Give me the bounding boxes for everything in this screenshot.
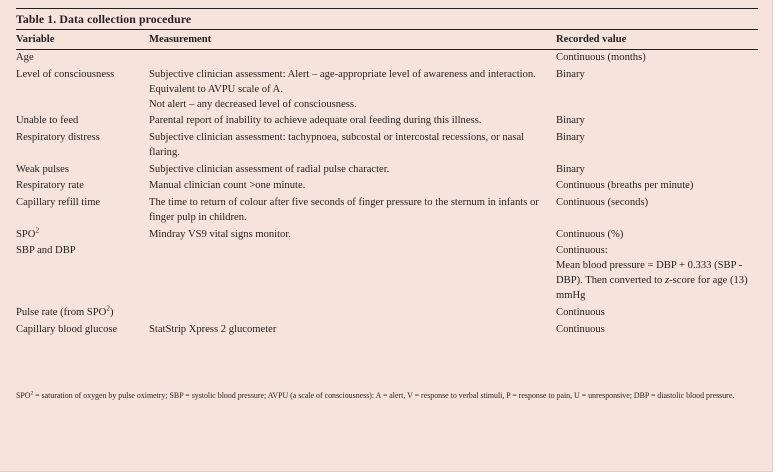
table-row	[16, 304, 759, 321]
table-inner	[16, 8, 758, 337]
table-row	[16, 177, 759, 194]
column-header-measurement: Measurement	[149, 34, 212, 45]
cell-measurement	[149, 242, 556, 304]
cell-variable: Pulse rate (from SPO$^2$)	[16, 304, 114, 318]
table-row	[16, 112, 759, 129]
table-row	[16, 193, 759, 225]
data-table-body	[16, 50, 759, 337]
cell-measurement: Mindray VS9 vital signs monitor.	[149, 228, 291, 240]
cell-measurement: The time to return of colour after five seconds of finger pressure to the sternum in infants or finger pulp in children.	[149, 196, 539, 223]
cell-measurement: Parental report of inability to achieve adequate oral feeding during this illness.	[149, 115, 482, 127]
cell-recorded-value: Continuous (months)	[556, 52, 646, 63]
cell-recorded-value: Continuous (seconds)	[556, 196, 649, 208]
cell-variable: Respiratory rate	[16, 180, 84, 192]
cell-variable: Level of consciousness	[16, 68, 115, 80]
table-row	[16, 320, 759, 337]
column-header-variable: Variable	[16, 34, 55, 45]
table-row	[16, 50, 759, 65]
cell-recorded-value: Binary	[556, 131, 585, 143]
cell-measurement: Subjective clinician assessment: tachypnoea, subcostal or intercostal recessions, or nasal flaring.	[149, 131, 525, 159]
header-row	[16, 30, 759, 49]
cell-recorded-value: Binary	[556, 163, 585, 175]
cell-measurement: StatStrip Xpress 2 glucometer	[149, 323, 277, 335]
cell-variable: Capillary refill time	[16, 196, 101, 208]
cell-recorded-value: Continuous	[556, 307, 605, 318]
cell-variable: Unable to feed	[16, 115, 79, 127]
cell-variable: Respiratory distress	[16, 131, 100, 143]
cell-variable: SBP and DBP	[16, 245, 76, 257]
cell-measurement: Subjective clinician assessment of radial pulse character.	[149, 163, 390, 175]
cell-variable: SPO$^2$	[16, 226, 40, 240]
cell-measurement: Manual clinician count >one minute.	[149, 180, 306, 192]
cell-recorded-value: Continuous	[556, 323, 605, 335]
cell-recorded-value: Continuous: Mean blood pressure = DBP + 0.333 (SBP - DBP). Then converted to z-score for age (13) mmHg	[556, 245, 748, 302]
cell-measurement	[149, 50, 556, 65]
cell-recorded-value: Binary	[556, 115, 585, 127]
cell-variable: Age	[16, 52, 34, 63]
table-row	[16, 65, 759, 112]
column-header-recorded-value: Recorded value	[556, 34, 627, 45]
cell-recorded-value: Continuous (%)	[556, 228, 624, 240]
table-row	[16, 242, 759, 304]
table-caption: Table 1. Data collection procedure	[16, 12, 192, 26]
cell-variable: Capillary blood glucose	[16, 323, 118, 335]
cell-variable: Weak pulses	[16, 163, 69, 175]
table-row	[16, 225, 759, 242]
table-row	[16, 160, 759, 177]
table-row	[16, 128, 759, 160]
data-table	[16, 30, 759, 49]
cell-measurement	[149, 304, 556, 321]
table-body	[16, 50, 759, 337]
table-header	[16, 30, 759, 49]
cell-recorded-value: Continuous (breaths per minute)	[556, 180, 694, 192]
cell-recorded-value: Binary	[556, 68, 585, 80]
table-footnote: $SPO^2$ = saturation of oxygen by pulse oximetry; SBP = systolic blood pressure; AVPU (a scale of consciousness): A = alert, V = response to verbal stimuli, P = response to pain, U = unresponsive; DBP = diastolic blood pressure.	[16, 390, 735, 400]
cell-measurement: Subjective clinician assessment: Alert – age-appropriate level of awareness and interaction. Equivalent to AVPU scale of A. Not alert – any decreased level of consciousness.	[149, 68, 536, 110]
